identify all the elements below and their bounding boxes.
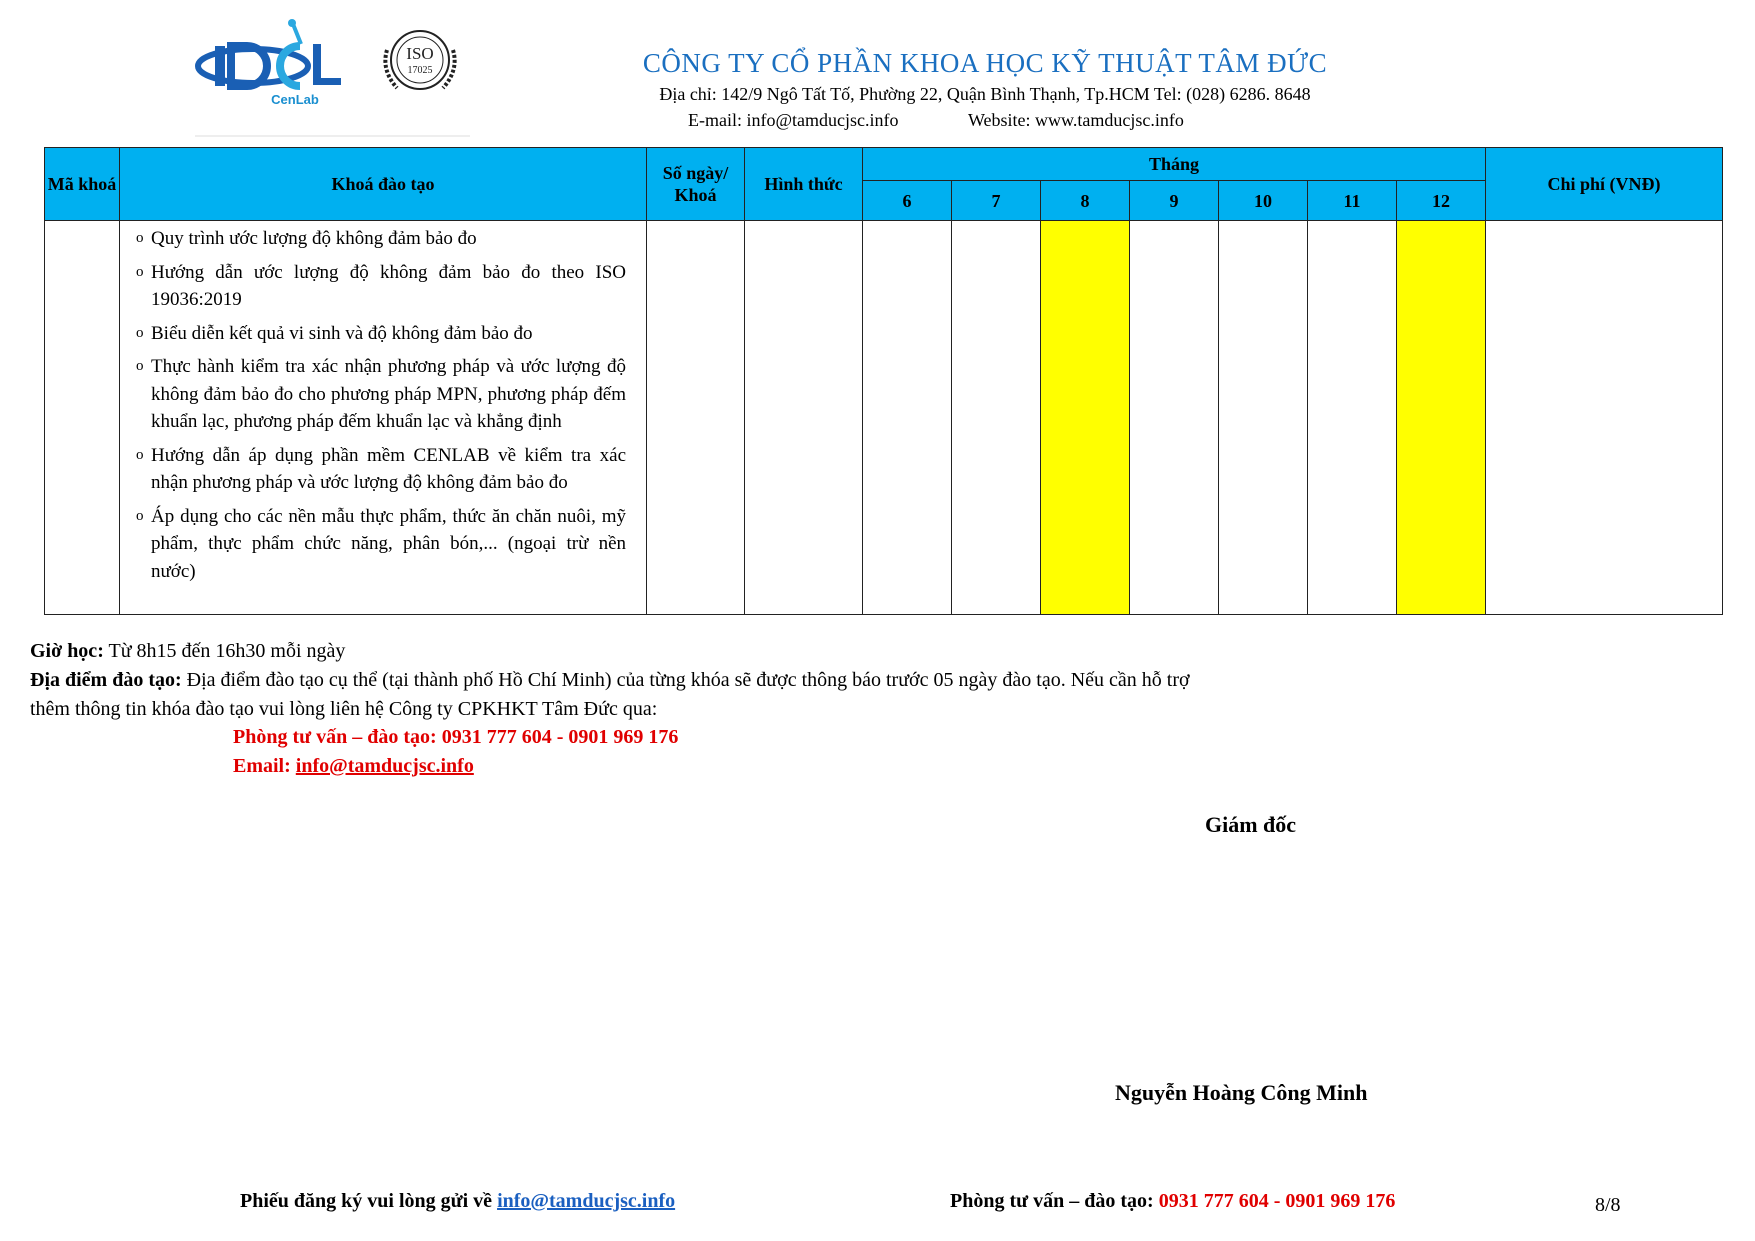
header-month-11: 11 [1308, 181, 1397, 221]
page-number: 8/8 [1595, 1194, 1621, 1216]
header-month-6: 6 [863, 181, 952, 221]
topic-text: Thực hành kiểm tra xác nhận phương pháp và ước lượng độ không đảm bảo đo cho phương pháp MPN, phương pháp đếm khuẩn lạc, phương pháp đếm khuẩn lạc và khẳng định [151, 356, 626, 432]
signature-name: Nguyễn Hoàng Công Minh [1115, 1080, 1368, 1105]
list-item [136, 442, 626, 497]
list-item [136, 259, 626, 314]
header-month-8: 8 [1041, 181, 1130, 221]
month-11-cell [1308, 221, 1397, 615]
footer-left-text: Phiếu đăng ký vui lòng gửi về [240, 1190, 498, 1212]
topic-text: Quy trình ước lượng độ không đảm bảo đo [151, 228, 477, 249]
location-value: Địa điểm đào tạo cụ thể (tại thành phố Hồ Chí Minh) của từng khóa sẽ được thông báo trước 05 ngày đào tạo. Nếu cần hỗ trợ [181, 669, 1190, 691]
format-cell [745, 221, 863, 615]
list-item [136, 353, 626, 436]
header-month-10: 10 [1219, 181, 1308, 221]
location-label: Địa điểm đào tạo: [30, 669, 182, 691]
header-code: Mã khoá [45, 148, 120, 221]
course-code-cell [45, 221, 120, 615]
header-course: Khoá đào tạo [120, 148, 647, 221]
contact-phone: Phòng tư vấn – đào tạo: 0931 777 604 - 0901 969 176 [233, 726, 679, 748]
topic-text: Áp dụng cho các nền mẫu thực phẩm, thức ăn chăn nuôi, mỹ phẩm, thực phẩm chức năng, phân bón,... (ngoại trừ nền nước) [151, 505, 626, 582]
header-month: Tháng [863, 148, 1486, 181]
bullet-icon: o [136, 446, 144, 463]
company-address: Địa chỉ: 142/9 Ngô Tất Tố, Phường 22, Quận Bình Thạnh, Tp.HCM Tel: (028) 6286. 8648 [659, 84, 1311, 104]
hours-label: Giờ học: [30, 640, 104, 662]
iso-number: 17025 [407, 65, 433, 76]
cenlab-logo-text: CenLab [271, 92, 319, 107]
month-7-cell [952, 221, 1041, 615]
footer-left [240, 1190, 675, 1213]
bullet-icon: o [136, 358, 144, 374]
bullet-icon: o [136, 324, 144, 341]
month-6-cell [863, 221, 952, 615]
contact-email-link[interactable]: info@tamducjsc.info [295, 755, 474, 777]
signature-title: Giám đốc [1205, 812, 1297, 837]
header-format: Hình thức [745, 148, 863, 221]
location-line-2: thêm thông tin khóa đào tạo vui lòng liên hệ Công ty CPKHKT Tâm Đức qua: [30, 698, 658, 720]
bullet-icon: o [136, 263, 144, 280]
header-month-7: 7 [952, 181, 1041, 221]
company-logo [195, 18, 470, 138]
location-line [30, 669, 1460, 692]
days-cell [647, 221, 745, 615]
contact-email-label: Email: [233, 755, 296, 777]
header-days: Số ngày/ Khoá [647, 148, 745, 221]
contact-email-line [233, 755, 474, 778]
header-cost: Chi phí (VNĐ) [1486, 148, 1723, 221]
iso-text: ISO [406, 44, 434, 63]
footer-right-label: Phòng tư vấn – đào tạo: [950, 1190, 1159, 1212]
header-month-12: 12 [1397, 181, 1486, 221]
month-8-cell-highlighted [1041, 221, 1130, 615]
header-month-9: 9 [1130, 181, 1219, 221]
topic-text: Biểu diễn kết quả vi sinh và độ không đảm bảo đo [151, 322, 533, 344]
cost-cell [1486, 221, 1723, 615]
month-9-cell [1130, 221, 1219, 615]
footer-email-link[interactable]: info@tamducjsc.info [497, 1190, 676, 1212]
hours-line [30, 640, 345, 663]
list-item [136, 225, 626, 253]
company-email[interactable]: E-mail: info@tamducjsc.info [688, 110, 899, 130]
hours-value: Từ 8h15 đến 16h30 mỗi ngày [103, 640, 346, 662]
bullet-icon: o [136, 230, 144, 246]
list-item [136, 503, 626, 586]
topic-text: Hướng dẫn ước lượng độ không đảm bảo đo theo ISO 19036:2019 [151, 261, 626, 310]
table-row [45, 221, 1723, 615]
dcl-cenlab-logo-icon [195, 18, 470, 138]
month-10-cell [1219, 221, 1308, 615]
course-content-cell [120, 221, 647, 615]
footer-right [950, 1190, 1395, 1213]
list-item [136, 320, 626, 348]
topic-text: Hướng dẫn áp dụng phần mềm CENLAB về kiểm tra xác nhận phương pháp và ước lượng độ không đảm bảo đo [151, 444, 626, 493]
company-website[interactable]: Website: www.tamducjsc.info [968, 110, 1184, 130]
month-12-cell-highlighted [1397, 221, 1486, 615]
course-topic-list [136, 225, 626, 585]
company-name: CÔNG TY CỔ PHẦN KHOA HỌC KỸ THUẬT TÂM ĐỨC [642, 48, 1328, 78]
footer-phone: 0931 777 604 - 0901 969 176 [1158, 1190, 1396, 1212]
bullet-icon: o [136, 507, 144, 524]
training-schedule-table [44, 147, 1723, 615]
